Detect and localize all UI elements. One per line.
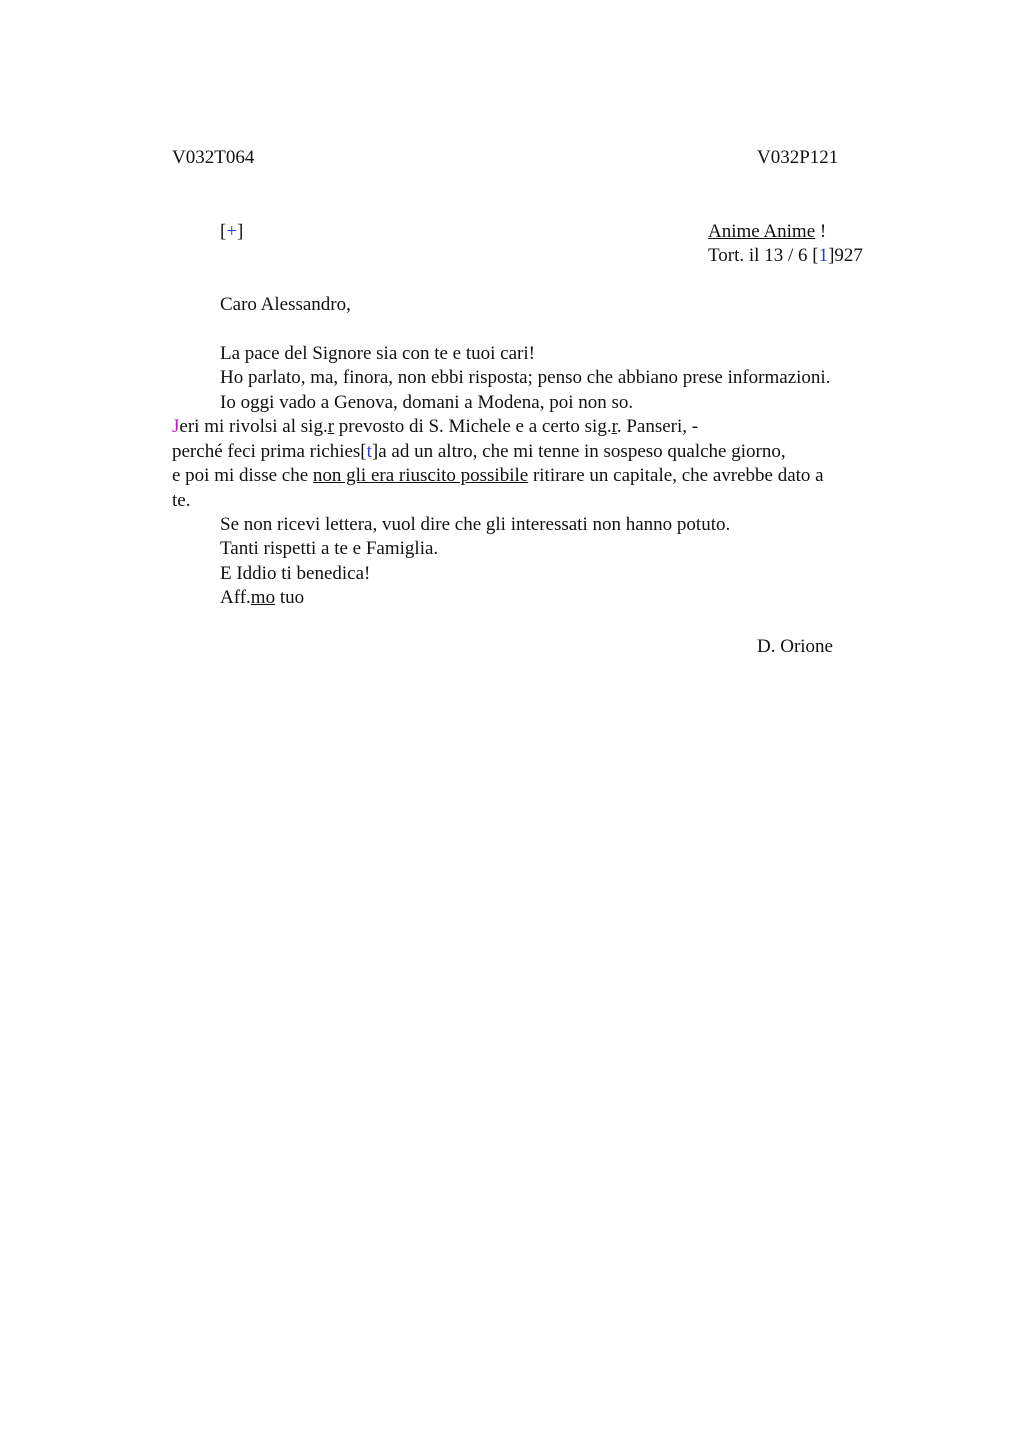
- underlined-phrase: non gli era riuscito possibile: [312, 465, 529, 486]
- closing-part-a: Aff.: [220, 587, 251, 608]
- motto-tail: !: [815, 221, 827, 242]
- abbrev-superscript: r: [327, 416, 335, 437]
- signature: D. Orione: [757, 636, 833, 657]
- body-line-3: Io oggi vado a Genova, domani a Modena, poi non so.: [220, 392, 634, 413]
- motto: [708, 220, 826, 244]
- cross-mark: [220, 220, 243, 244]
- body-line-9: Tanti rispetti a te e Famiglia.: [220, 538, 439, 559]
- line4-part-a: eri mi rivolsi al sig.: [179, 416, 328, 437]
- editorial-insertion: t: [366, 441, 372, 462]
- body-line-7: te.: [172, 490, 191, 511]
- dateline-prefix: Tort. il 13 / 6 [: [708, 245, 819, 266]
- cross-icon: +: [226, 221, 238, 242]
- dateline-editorial: 1: [818, 245, 829, 266]
- salutation: Caro Alessandro,: [220, 294, 351, 315]
- initial-letter: J: [172, 416, 180, 437]
- dateline-suffix: ]927: [828, 245, 863, 266]
- line6-part-a: e poi mi disse che: [172, 465, 313, 486]
- document-code-left: V032T064: [172, 147, 255, 168]
- dateline: [708, 244, 863, 268]
- bracket-open: [: [220, 221, 227, 242]
- body-line-10: E Iddio ti benedica!: [220, 563, 371, 584]
- closing-part-b: tuo: [275, 587, 305, 608]
- motto-underlined: Anime Anime: [708, 221, 816, 242]
- closing: [220, 586, 304, 610]
- body-line-4: [172, 415, 698, 439]
- body-line-5: [172, 440, 786, 464]
- body-line-6: [172, 464, 824, 488]
- line5-part-a: perché feci prima richies[: [172, 441, 367, 462]
- bracket-close: ]: [237, 221, 244, 242]
- body-line-1: La pace del Signore sia con te e tuoi cari!: [220, 343, 535, 364]
- line4-part-b: prevosto di S. Michele e a certo sig.: [334, 416, 612, 437]
- abbrev-superscript: r: [611, 416, 617, 437]
- document-code-right: V032P121: [757, 147, 839, 168]
- line4-part-c: . Panseri, -: [616, 416, 699, 437]
- closing-underlined: mo: [250, 587, 276, 608]
- line6-part-b: ritirare un capitale, che avrebbe dato a: [528, 465, 824, 486]
- body-line-8: Se non ricevi lettera, vuol dire che gli interessati non hanno potuto.: [220, 514, 731, 535]
- body-line-2: Ho parlato, ma, finora, non ebbi risposta; penso che abbiano prese informazioni.: [220, 367, 831, 388]
- line5-part-b: ]a ad un altro, che mi tenne in sospeso qualche giorno,: [371, 441, 786, 462]
